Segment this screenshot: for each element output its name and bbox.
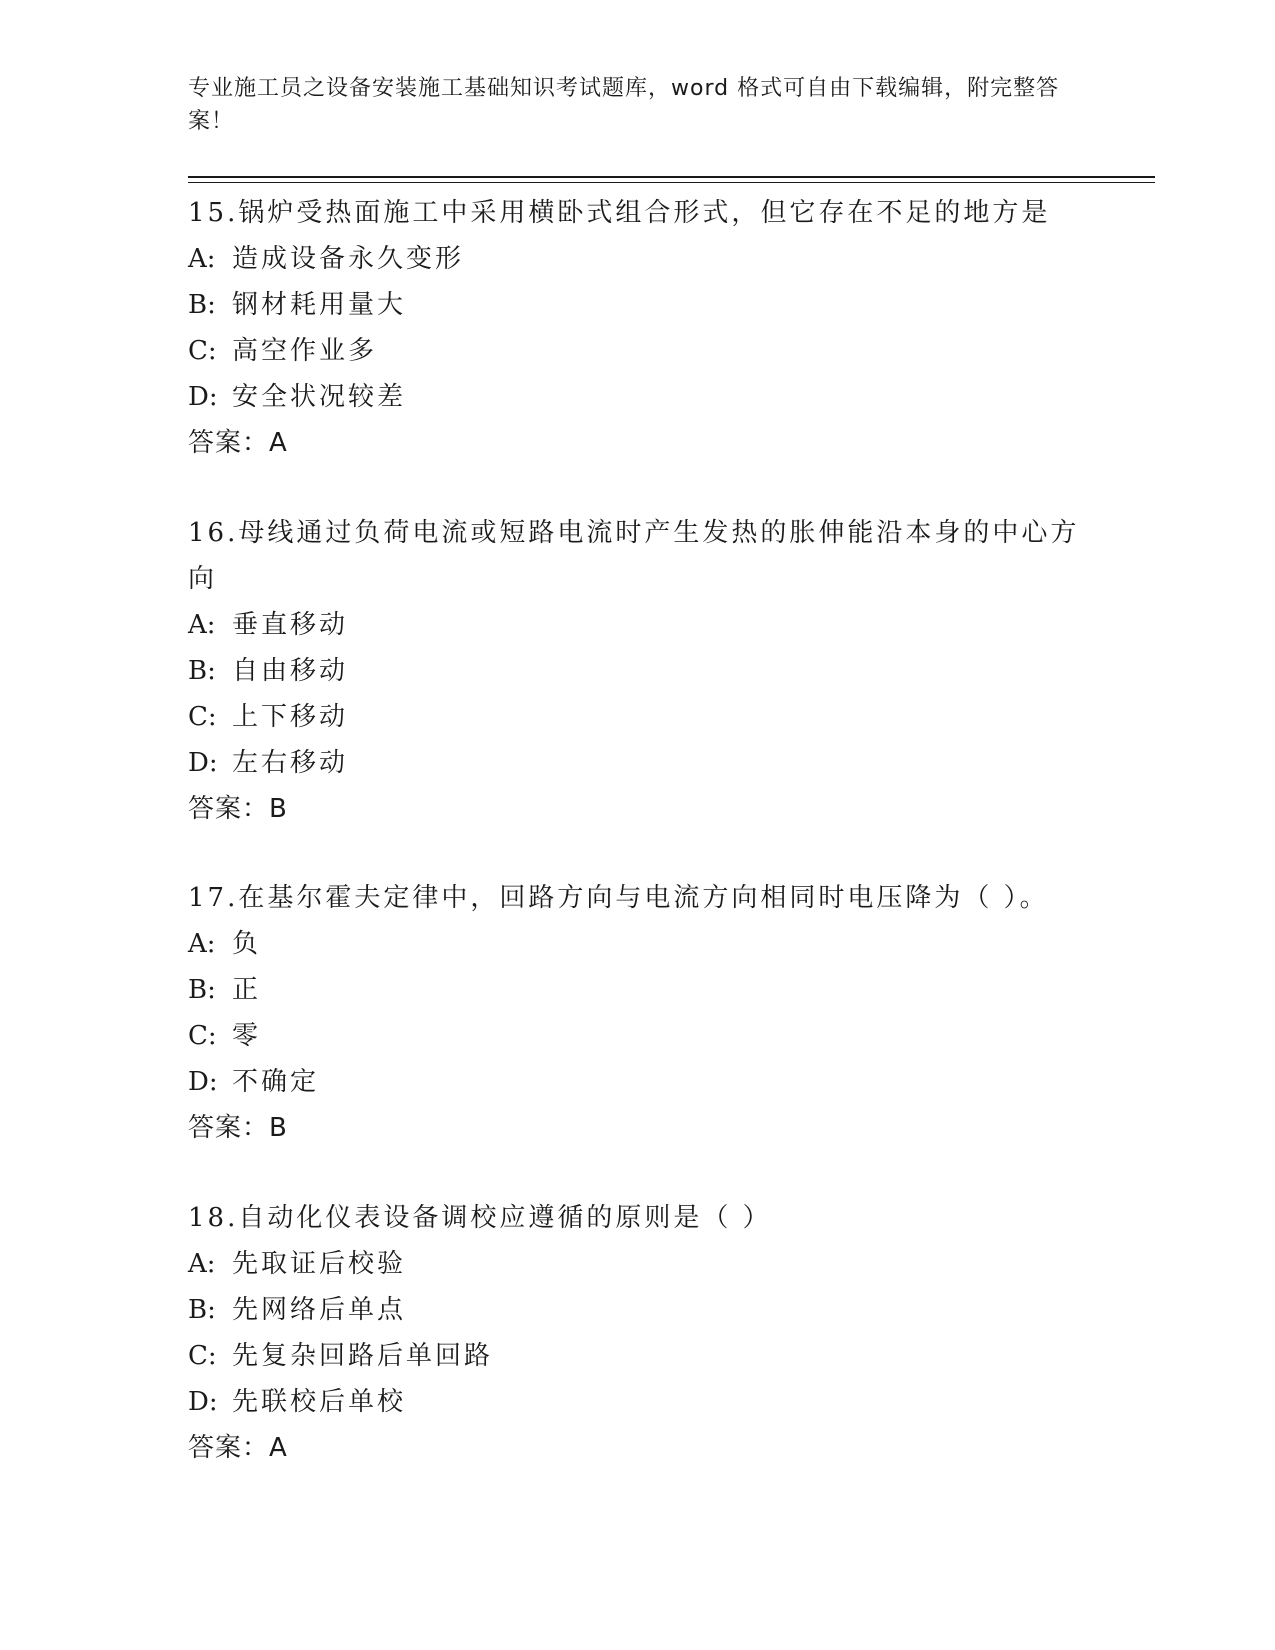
question-stem: 18.自动化仪表设备调校应遵循的原则是（ ）	[188, 1203, 772, 1233]
question-stem: 15.锅炉受热面施工中采用横卧式组合形式，但它存在不足的地方是	[188, 198, 1051, 228]
option-letter: B:	[188, 1295, 216, 1325]
option-letter: D:	[188, 1067, 218, 1097]
option-text: 自由移动	[232, 656, 349, 686]
option-text: 造成设备永久变形	[232, 244, 465, 274]
option-d	[188, 374, 1088, 420]
answer-line: 答案：B	[188, 1113, 288, 1143]
answer-line: 答案：A	[188, 428, 288, 458]
question-17	[188, 875, 1088, 1151]
option-letter: B:	[188, 975, 216, 1005]
document-header: 专业施工员之设备安装施工基础知识考试题库，word 格式可自由下载编辑，附完整答案！	[188, 76, 1060, 134]
option-c	[188, 328, 1088, 374]
option-c	[188, 694, 1088, 740]
option-text: 正	[232, 975, 262, 1005]
option-text: 先网络后单点	[232, 1295, 407, 1325]
option-letter: A:	[188, 244, 216, 274]
option-letter: B:	[188, 290, 216, 320]
option-c	[188, 1013, 1088, 1059]
option-b	[188, 648, 1088, 694]
option-letter: C:	[188, 1021, 217, 1051]
option-letter: D:	[188, 1387, 218, 1417]
option-text: 先取证后校验	[232, 1249, 407, 1279]
option-c	[188, 1333, 1088, 1379]
header-divider-thick	[188, 176, 1155, 178]
question-16	[188, 510, 1088, 832]
option-letter: A:	[188, 929, 216, 959]
option-a	[188, 921, 1088, 967]
option-text: 零	[232, 1021, 262, 1051]
option-d	[188, 1059, 1088, 1105]
option-text: 先复杂回路后单回路	[232, 1341, 494, 1371]
option-letter: C:	[188, 702, 217, 732]
question-15	[188, 190, 1088, 466]
option-a	[188, 1241, 1088, 1287]
option-d	[188, 740, 1088, 786]
question-stem: 17.在基尔霍夫定律中，回路方向与电流方向相同时电压降为（ ）。	[188, 883, 1049, 913]
option-a	[188, 602, 1088, 648]
option-text: 垂直移动	[232, 610, 349, 640]
option-a	[188, 236, 1088, 282]
option-d	[188, 1379, 1088, 1425]
option-text: 左右移动	[232, 748, 349, 778]
option-text: 负	[232, 929, 262, 959]
option-text: 钢材耗用量大	[232, 290, 407, 320]
option-letter: D:	[188, 748, 218, 778]
option-letter: A:	[188, 1249, 216, 1279]
answer-line: 答案：A	[188, 1433, 288, 1463]
option-letter: A:	[188, 610, 216, 640]
option-letter: C:	[188, 1341, 217, 1371]
option-text: 上下移动	[232, 702, 349, 732]
option-letter: B:	[188, 656, 216, 686]
header-divider-thin	[188, 182, 1155, 183]
option-text: 安全状况较差	[232, 382, 407, 412]
question-stem: 16.母线通过负荷电流或短路电流时产生发热的胀伸能沿本身的中心方向	[188, 518, 1080, 594]
option-text: 高空作业多	[232, 336, 378, 366]
option-letter: D:	[188, 382, 218, 412]
question-18	[188, 1195, 1088, 1471]
option-b	[188, 1287, 1088, 1333]
option-b	[188, 967, 1088, 1013]
answer-line: 答案：B	[188, 794, 288, 824]
option-b	[188, 282, 1088, 328]
option-text: 先联校后单校	[232, 1387, 407, 1417]
option-letter: C:	[188, 336, 217, 366]
option-text: 不确定	[232, 1067, 320, 1097]
